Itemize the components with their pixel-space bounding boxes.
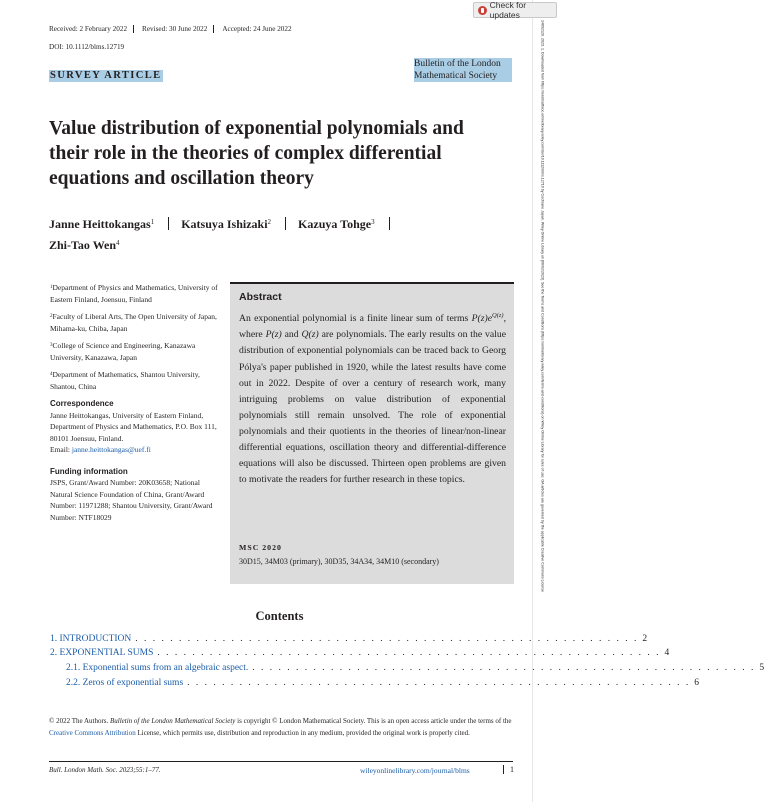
author-name: Zhi-Tao Wen: [49, 238, 117, 252]
journal-name-line-1: Bulletin of the London: [414, 59, 501, 69]
author-affiliation-marker: 2: [267, 218, 272, 226]
author[interactable]: [49, 235, 120, 256]
abstract-formula: P(z)e: [471, 313, 493, 325]
abstract-text-part: are polynomials. The early results on the value distribution of exponential polynomials can be traced back to Georg Pólya's paper published in 1920, while the latest results have come out in 2022. Despite of over a century of research work, many intriguing problems on value distribution of exponential polynomials still remain unsolved. The role of exponential polynomials and their quotients in the theories of linear/non-linear differential equations, oscillation theory and differential-difference equations will also be discussed. Thirteen open problems are given to motivate the readers for further research in these topics.: [239, 329, 507, 486]
affiliation-text: Department of Mathematics, Shantou University, Shantou, China: [50, 370, 200, 391]
footer-journal-url[interactable]: wileyonlinelibrary.com/journal/blms: [360, 766, 470, 775]
abstract-formula: P(z): [265, 329, 282, 341]
abstract-box: [230, 282, 514, 584]
footer-citation: Bull. London Math. Soc. 2023;55:1–77.: [49, 766, 161, 774]
author[interactable]: [298, 214, 375, 235]
author[interactable]: [49, 214, 154, 235]
article-sidebar: [50, 282, 218, 523]
copyright-journal: Bulletin of the London Mathematical Society: [110, 717, 236, 725]
revised-date: Revised: 30 June 2022: [142, 25, 214, 33]
email-link[interactable]: janne.heittokangas@uef.fi: [71, 445, 151, 454]
copyright-text: is copyright © London Mathematical Society. This is an open access article under the terms of the: [235, 717, 512, 725]
author-separator: [285, 217, 286, 230]
affiliation-text: College of Science and Engineering, Kanazawa University, Kanazawa, Japan: [50, 341, 196, 362]
license-link[interactable]: Creative Commons Attribution: [49, 728, 136, 737]
toc-entry[interactable]: [50, 634, 648, 644]
toc-entry[interactable]: [66, 663, 764, 673]
abstract-formula-exponent: Q(z): [492, 312, 504, 319]
article-type-label: SURVEY ARTICLE: [50, 70, 162, 81]
abstract-heading: Abstract: [239, 291, 282, 303]
abstract-text-part: and: [281, 329, 302, 341]
toc-entry-label: 2.1. Exponential sums from an algebraic aspect.: [66, 663, 249, 673]
article-dates: [49, 25, 306, 33]
toc-entry-label: 1. INTRODUCTION: [50, 634, 132, 644]
check-for-updates-button[interactable]: [473, 2, 557, 18]
correspondence-text: Janne Heittokangas, University of Eastern Finland, Department of Physics and Mathematics, P.O. Box 111, 80101 Joensuu, Finland.: [50, 410, 217, 443]
contents-heading: Contents: [255, 609, 304, 623]
check-for-updates-label: Check for updates: [489, 0, 527, 20]
journal-name-line-2: Mathematical Society: [414, 71, 498, 81]
author-list: [49, 214, 469, 256]
doi: DOI: 10.1112/blms.12719: [49, 43, 125, 51]
author-separator: [389, 217, 390, 230]
affiliation-marker: 2: [50, 314, 53, 319]
author[interactable]: [181, 214, 271, 235]
msc-codes: 30D15, 34M03 (primary), 30D35, 34A34, 34M10 (secondary): [239, 557, 439, 566]
article-title: Value distribution of exponential polynomials and their role in the theories of complex differential equations and oscillation theory: [49, 118, 464, 189]
affiliation: [50, 340, 218, 363]
affiliation-text: Faculty of Liberal Arts, The Open University of Japan, Mihama-ku, Chiba, Japan: [50, 312, 217, 333]
toc-entry-label: 2.2. Zeros of exponential sums: [66, 678, 184, 688]
author-affiliation-marker: 3: [371, 218, 375, 226]
footer-divider: [49, 761, 513, 762]
copyright-text: © 2022 The Authors.: [49, 717, 110, 725]
abstract-text-part: An exponential polynomial is a finite linear sum of terms: [239, 313, 472, 325]
journal-name: [414, 58, 512, 82]
toc-entry-label: 2. EXPONENTIAL SUMS: [50, 648, 154, 658]
author-affiliation-marker: 1: [150, 218, 155, 226]
toc-leader-dots: . . . . . . . . . . . . . . . . . . . . . . . . . . . . . . . . . . . . . . . . . . . . . . . . . . . . . . . . . .: [157, 648, 661, 658]
copyright-text: License, which permits use, distribution and reproduction in any medium, provided the original work is properly cited.: [135, 728, 470, 737]
abstract-text-part: , where: [239, 313, 506, 341]
toc-page-number: 6: [694, 678, 700, 688]
affiliation-marker: 4: [50, 372, 53, 377]
toc-entry[interactable]: [66, 678, 700, 688]
toc-entry[interactable]: [50, 648, 670, 658]
msc-heading: MSC 2020: [239, 543, 282, 552]
correspondence-email: [50, 444, 218, 456]
update-badge-icon: [478, 6, 487, 15]
email-label: Email:: [50, 445, 72, 454]
toc-page-number: 5: [759, 663, 764, 673]
affiliation-text: Department of Physics and Mathematics, University of Eastern Finland, Joensuu, Finland: [50, 283, 218, 304]
author-name: Kazuya Tohge: [298, 217, 372, 231]
author-affiliation-marker: 4: [116, 239, 120, 247]
affiliation: [50, 311, 218, 334]
funding-heading: Funding information: [50, 466, 128, 476]
abstract-text: [239, 308, 506, 488]
author-name: Janne Heittokangas: [49, 217, 151, 231]
correspondence-heading: Correspondence: [50, 399, 114, 408]
author-name: Katsuya Ishizaki: [181, 217, 268, 231]
affiliation-marker: 3: [50, 343, 53, 348]
funding-text: JSPS, Grant/Award Number: 20K03658; National Natural Science Foundation of China, Grant/Award Number: 11971288; Shantou University, Grant/Award Number: NTF18029: [50, 478, 213, 522]
affiliation: [50, 369, 218, 392]
received-date: Received: 2 February 2022: [49, 25, 134, 33]
download-watermark-text: 14692120, 2023, 1, Downloaded from https://londmathsoc.onlinelibrary.wiley.com/doi/10.1112/blms.12719 by Cochrane Japan, Wiley Online Library on [06/02/2023]. See the Terms and Conditions (https://onlinelibrary.wiley.com/terms-and-conditions) on Wiley Online Library for rules of use; OA articles are governed by the applicable Creative Commons License: [540, 20, 545, 593]
author-separator: [168, 217, 169, 230]
toc-leader-dots: . . . . . . . . . . . . . . . . . . . . . . . . . . . . . . . . . . . . . . . . . . . . . . . . . . . . . . . . . .: [135, 634, 639, 644]
toc-page-number: 2: [642, 634, 648, 644]
toc-leader-dots: . . . . . . . . . . . . . . . . . . . . . . . . . . . . . . . . . . . . . . . . . . . . . . . . . . . . . . . . . .: [187, 678, 691, 688]
copyright-notice: [49, 716, 513, 739]
toc-leader-dots: . . . . . . . . . . . . . . . . . . . . . . . . . . . . . . . . . . . . . . . . . . . . . . . . . . . . . . . . . .: [252, 663, 756, 673]
accepted-date: Accepted: 24 June 2022: [222, 25, 292, 33]
affiliation: [50, 282, 218, 305]
abstract-formula: Q(z): [301, 329, 319, 341]
page-number: 1: [503, 765, 514, 774]
affiliation-marker: 1: [50, 285, 53, 290]
toc-page-number: 4: [664, 648, 670, 658]
